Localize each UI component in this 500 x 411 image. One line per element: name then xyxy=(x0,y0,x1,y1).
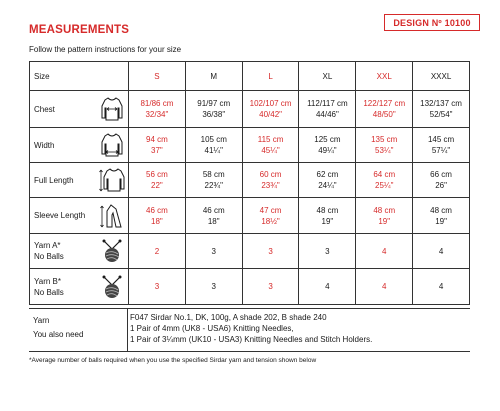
row-label-text: Yarn A* No Balls xyxy=(34,241,64,261)
row-label-yarn-a xyxy=(30,234,129,269)
chest-xxl: 122/127 cm 48/50" xyxy=(356,91,413,128)
yarn-a-xl: 3 xyxy=(299,234,356,269)
sleeve-length-icon xyxy=(99,203,125,229)
full-length-l: 60 cm 23¾" xyxy=(242,163,299,198)
yarn-a-m: 3 xyxy=(185,234,242,269)
width-m: 105 cm 41¼" xyxy=(185,128,242,163)
size-xl: XL xyxy=(299,62,356,91)
sleeve-length-m: 46 cm 18" xyxy=(185,198,242,234)
design-number-badge: DESIGN Nº 10100 xyxy=(384,14,480,31)
table-row-yarn-a xyxy=(30,234,470,269)
yarn-label: Yarn xyxy=(33,316,50,325)
sleeve-length-xxxl: 48 cm 19" xyxy=(413,198,470,234)
measurements-table xyxy=(29,61,470,305)
full-length-xxxl: 66 cm 26" xyxy=(413,163,470,198)
size-s: S xyxy=(129,62,186,91)
yarn-b-l: 3 xyxy=(242,269,299,305)
full-length-m: 58 cm 22¾" xyxy=(185,163,242,198)
yarn-b-m: 3 xyxy=(185,269,242,305)
subtitle: Follow the pattern instructions for your size xyxy=(29,45,182,54)
yarn-a-l: 3 xyxy=(242,234,299,269)
sleeve-length-xxl: 48 cm 19" xyxy=(356,198,413,234)
size-xxl: XXL xyxy=(356,62,413,91)
yarn-a-s: 2 xyxy=(129,234,186,269)
width-xxl: 135 cm 53¼" xyxy=(356,128,413,163)
row-label-sleeve-length xyxy=(30,198,129,234)
chest-xxxl: 132/137 cm 52/54" xyxy=(413,91,470,128)
page-title: MEASUREMENTS xyxy=(29,24,130,36)
table-row-sleeve-length xyxy=(30,198,470,234)
width-xxxl: 145 cm 57¼" xyxy=(413,128,470,163)
row-label-width xyxy=(30,128,129,163)
full-length-xxl: 64 cm 25¼" xyxy=(356,163,413,198)
row-label-chest xyxy=(30,91,129,128)
full-length-xl: 62 cm 24¼" xyxy=(299,163,356,198)
sweater-width-icon xyxy=(99,132,125,158)
table-row-yarn-b xyxy=(30,269,470,305)
yarn-labels xyxy=(33,314,83,342)
row-label-yarn-b xyxy=(30,269,129,305)
chest-m: 91/97 cm 36/38" xyxy=(185,91,242,128)
yarn-spec: F047 Sirdar No.1, DK, 100g, A shade 202, B shade 240 xyxy=(130,313,327,322)
size-m: M xyxy=(185,62,242,91)
row-label-text: Width xyxy=(34,140,55,150)
also-need-label: You also need xyxy=(33,330,84,339)
yarn-b-xxl: 4 xyxy=(356,269,413,305)
chest-s: 81/86 cm 32/34" xyxy=(129,91,186,128)
size-header-label: Size xyxy=(30,62,129,91)
sleeve-length-xl: 48 cm 19" xyxy=(299,198,356,234)
needles-line-1: 1 Pair of 4mm (UK8 - USA6) Knitting Needles, xyxy=(130,324,294,333)
chest-l: 102/107 cm 40/42" xyxy=(242,91,299,128)
yarn-a-xxxl: 4 xyxy=(413,234,470,269)
sleeve-length-s: 46 cm 18" xyxy=(129,198,186,234)
width-l: 115 cm 45¼" xyxy=(242,128,299,163)
yarn-ball-icon xyxy=(99,238,125,264)
yarn-b-s: 3 xyxy=(129,269,186,305)
sleeve-length-l: 47 cm 18½" xyxy=(242,198,299,234)
row-label-text: Yarn B* No Balls xyxy=(34,276,64,297)
yarn-b-xxxl: 4 xyxy=(413,269,470,305)
sweater-length-icon xyxy=(99,167,125,193)
row-label-text: Chest xyxy=(34,104,55,114)
width-xl: 125 cm 49¼" xyxy=(299,128,356,163)
yarn-a-xxl: 4 xyxy=(356,234,413,269)
size-header-row xyxy=(30,62,470,91)
yarn-details xyxy=(130,312,372,345)
width-s: 94 cm 37" xyxy=(129,128,186,163)
sweater-chest-icon xyxy=(99,96,125,122)
size-xxxl: XXXL xyxy=(413,62,470,91)
row-label-full-length xyxy=(30,163,129,198)
table-row-full-length xyxy=(30,163,470,198)
yarn-divider xyxy=(127,309,128,351)
chest-xl: 112/117 cm 44/46" xyxy=(299,91,356,128)
footnote: *Average number of balls required when you use the specified Sirdar yarn and tension shown below xyxy=(29,357,317,364)
yarn-b-xl: 4 xyxy=(299,269,356,305)
yarn-requirements xyxy=(29,308,470,352)
row-label-text: Sleeve Length xyxy=(34,211,86,220)
full-length-s: 56 cm 22" xyxy=(129,163,186,198)
size-l: L xyxy=(242,62,299,91)
row-label-text: Full Length xyxy=(34,175,74,185)
needles-line-2: 1 Pair of 3¼mm (UK10 - USA3) Knitting Needles and Stitch Holders. xyxy=(130,335,373,344)
table-row-width xyxy=(30,128,470,163)
table-row-chest xyxy=(30,91,470,128)
yarn-ball-icon xyxy=(99,274,125,300)
